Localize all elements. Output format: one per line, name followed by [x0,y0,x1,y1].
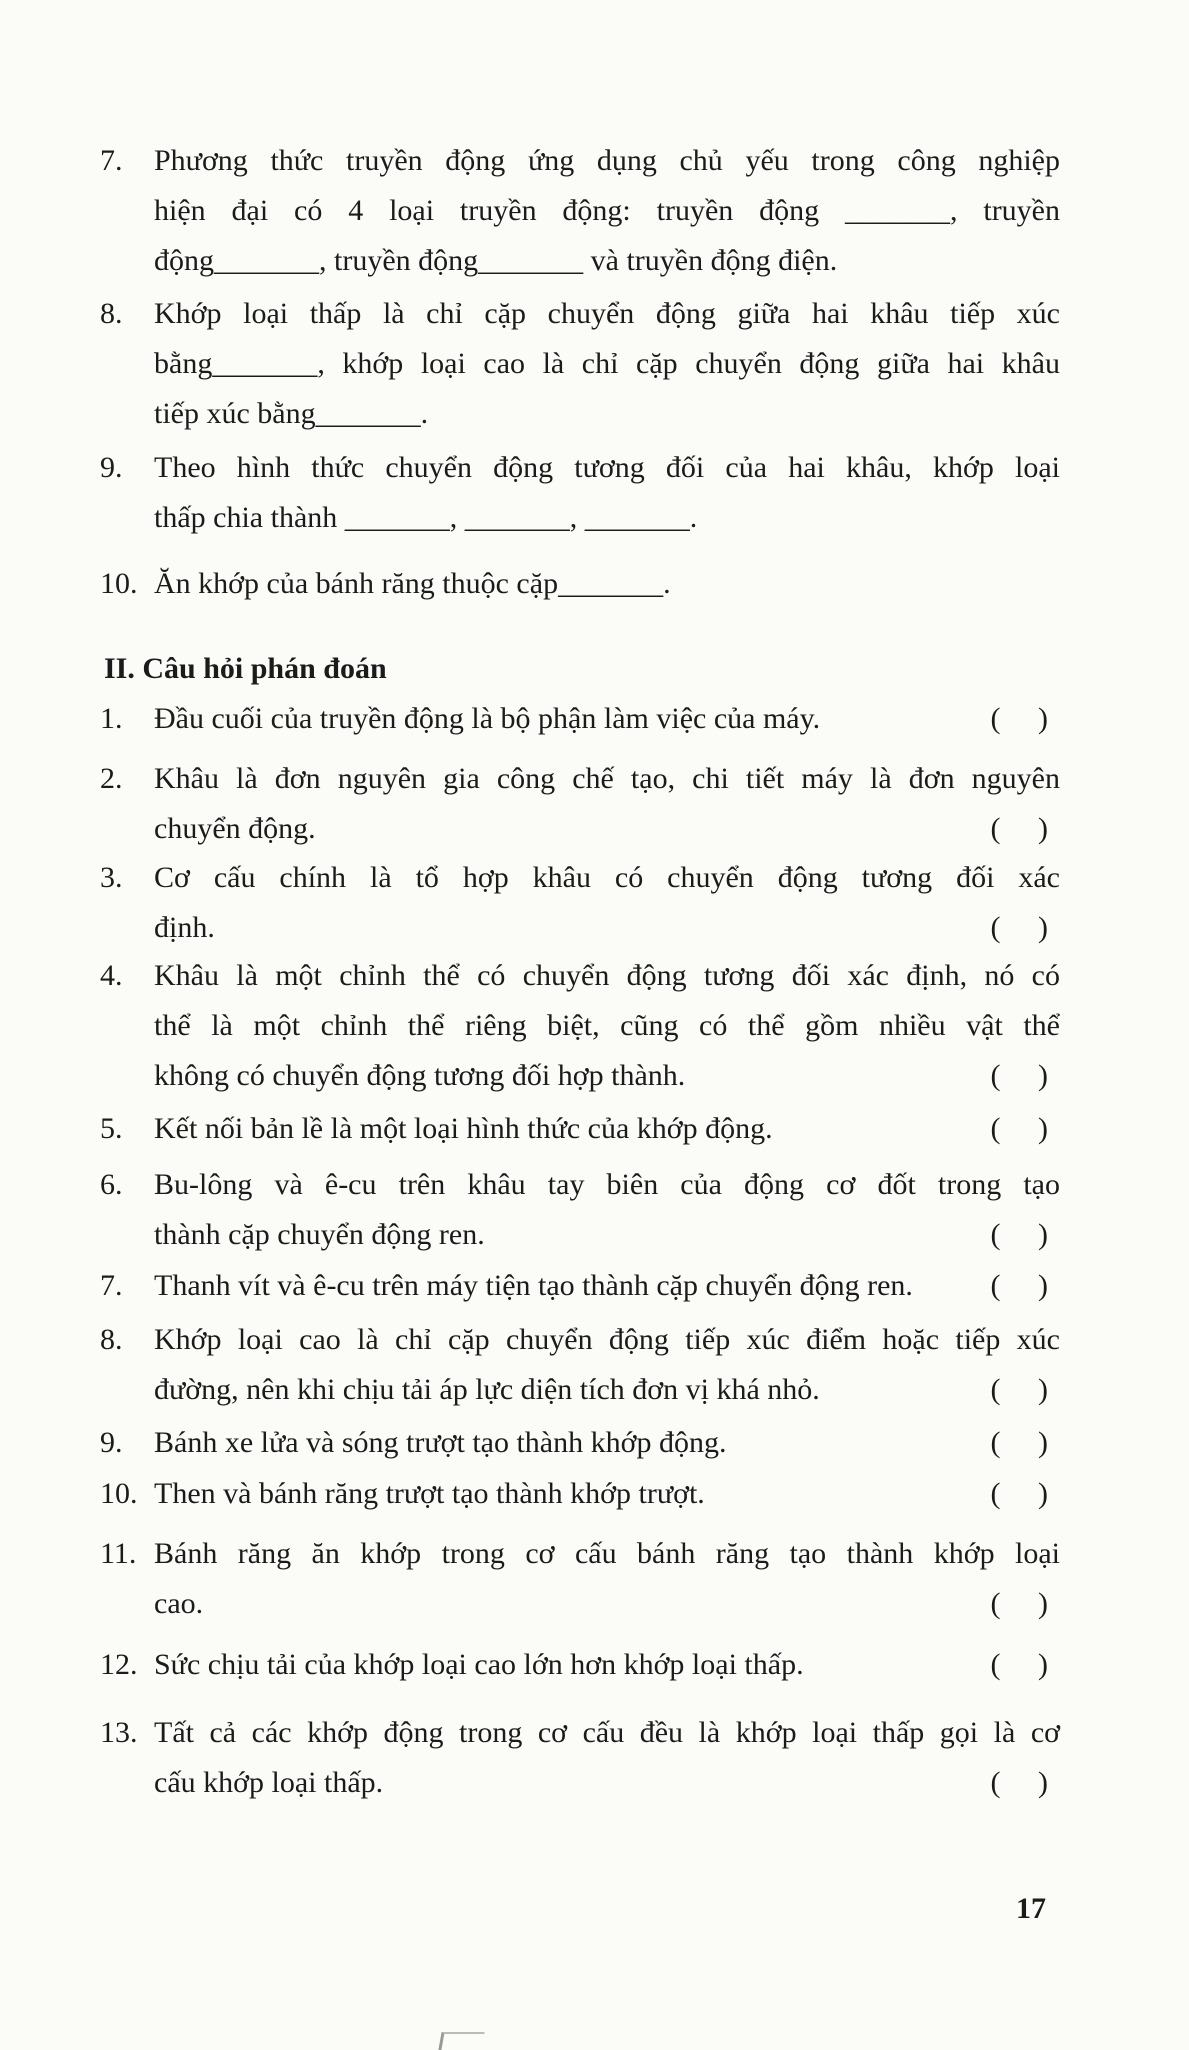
item-text-line: Ăn khớp của bánh răng thuộc cặp_______. [154,567,671,600]
fill-in-question [100,443,1060,543]
item-number: 7. [100,144,123,177]
answer-bracket[interactable]: ( ) [990,1766,1048,1799]
item-number: 2. [100,762,123,795]
item-text-line: Kết nối bản lề là một loại hình thức của khớp động. [154,1112,773,1145]
item-text-line: cấu khớp loại thấp. [154,1766,384,1799]
item-text-line: không có chuyển động tương đối hợp thành. [154,1059,686,1092]
item-text-line: hiện đại có 4 loại truyền động: truyền động _______, truyền [154,194,1060,227]
answer-bracket[interactable]: ( ) [990,1587,1048,1620]
item-text-line: Bánh răng ăn khớp trong cơ cấu bánh răng tạo thành khớp loại [154,1537,1060,1570]
item-number: 3. [100,861,123,894]
item-text-line: Thanh vít và ê-cu trên máy tiện tạo thành cặp chuyển động ren. [154,1269,913,1302]
item-number: 9. [100,1426,123,1459]
item-text-line: Bu-lông và ê-cu trên khâu tay biên của động cơ đốt trong tạo [154,1168,1060,1201]
item-number: 4. [100,959,123,992]
true-false-question [100,1640,1060,1690]
item-text-line: thành cặp chuyển động ren. [154,1218,485,1251]
item-text-line: định. [154,911,215,944]
true-false-question [100,1529,1060,1629]
item-number: 11. [100,1537,137,1570]
item-text-line: Khớp loại thấp là chỉ cặp chuyển động giữa hai khâu tiếp xúc [154,297,1060,330]
true-false-question [100,853,1060,953]
true-false-question [100,1708,1060,1808]
true-false-question [100,1469,1060,1519]
item-text-line: Theo hình thức chuyển động tương đối của hai khâu, khớp loại [154,451,1060,484]
answer-bracket[interactable]: ( ) [990,1426,1048,1459]
item-text-line: Khớp loại cao là chỉ cặp chuyển động tiếp xúc điểm hoặc tiếp xúc [154,1323,1060,1356]
scan-artifact [438,2032,484,2050]
item-number: 12. [100,1648,138,1681]
answer-bracket[interactable]: ( ) [990,1112,1048,1145]
item-text-line: tiếp xúc bằng_______. [154,397,429,430]
item-text-line: Bánh xe lửa và sóng trượt tạo thành khớp động. [154,1426,727,1459]
true-false-question [100,951,1060,1101]
item-text-line: Đầu cuối của truyền động là bộ phận làm việc của máy. [154,702,821,735]
item-text-line: chuyển động. [154,812,316,845]
item-number: 13. [100,1716,138,1749]
fill-in-question [100,136,1060,286]
true-false-question [100,1418,1060,1468]
item-number: 7. [100,1269,123,1302]
item-text-line: Then và bánh răng trượt tạo thành khớp trượt. [154,1477,705,1510]
answer-bracket[interactable]: ( ) [990,1648,1048,1681]
true-false-question [100,1315,1060,1415]
fill-in-question [100,559,1060,609]
item-number: 5. [100,1112,123,1145]
answer-bracket[interactable]: ( ) [990,911,1048,944]
true-false-question [100,754,1060,854]
item-number: 9. [100,451,123,484]
item-number: 8. [100,297,123,330]
true-false-question [100,1261,1060,1311]
answer-bracket[interactable]: ( ) [990,1218,1048,1251]
item-text-line: Khâu là đơn nguyên gia công chế tạo, chi tiết máy là đơn nguyên [154,762,1060,795]
section-heading: II. Câu hỏi phán đoán [104,652,387,685]
item-text-line: cao. [154,1587,204,1620]
item-text-line: thấp chia thành _______, _______, _______. [154,501,698,534]
item-text-line: động_______, truyền động_______ và truyền động điện. [154,244,838,277]
item-text-line: bằng_______, khớp loại cao là chỉ cặp chuyển động giữa hai khâu [154,347,1060,380]
item-text-line: đường, nên khi chịu tải áp lực diện tích đơn vị khá nhỏ. [154,1373,820,1406]
item-text-line: Khâu là một chỉnh thể có chuyển động tương đối xác định, nó có [154,959,1060,992]
answer-bracket[interactable]: ( ) [990,812,1048,845]
true-false-question [100,1104,1060,1154]
true-false-question [100,694,1060,744]
item-number: 6. [100,1168,123,1201]
answer-bracket[interactable]: ( ) [990,702,1048,735]
item-text-line: thể là một chỉnh thể riêng biệt, cũng có thể gồm nhiều vật thể [154,1009,1060,1042]
page-number: 17 [1016,1892,1046,1925]
item-text-line: Phương thức truyền động ứng dụng chủ yếu trong công nghiệp [154,144,1060,177]
item-number: 1. [100,702,123,735]
answer-bracket[interactable]: ( ) [990,1269,1048,1302]
item-number: 8. [100,1323,123,1356]
item-text-line: Sức chịu tải của khớp loại cao lớn hơn khớp loại thấp. [154,1648,804,1681]
item-number: 10. [100,567,138,600]
answer-bracket[interactable]: ( ) [990,1373,1048,1406]
item-text-line: Cơ cấu chính là tổ hợp khâu có chuyển động tương đối xác [154,861,1060,894]
true-false-question [100,1160,1060,1260]
answer-bracket[interactable]: ( ) [990,1477,1048,1510]
item-text-line: Tất cả các khớp động trong cơ cấu đều là khớp loại thấp gọi là cơ [154,1716,1060,1749]
item-number: 10. [100,1477,138,1510]
fill-in-question [100,289,1060,439]
answer-bracket[interactable]: ( ) [990,1059,1048,1092]
